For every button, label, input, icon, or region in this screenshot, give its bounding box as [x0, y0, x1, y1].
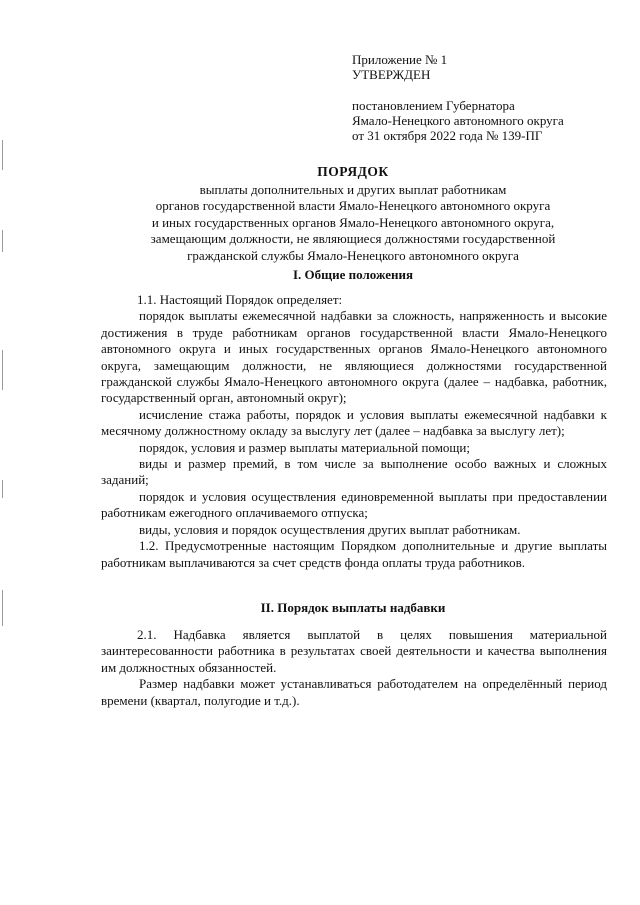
title-line: органов государственной власти Ямало-Ненецкого автономного округа	[155, 198, 551, 213]
paragraph: 1.2. Предусмотренные настоящим Порядком дополнительные и другие выплаты работникам выплачиваются за счет средств фонда оплаты труда работников.	[101, 538, 607, 570]
approved-by-line: постановлением Губернатора	[352, 98, 515, 113]
paragraph: порядок, условия и размер выплаты материальной помощи;	[139, 439, 470, 455]
approved-label: УТВЕРЖДЕН	[352, 67, 431, 82]
paragraph: исчисление стажа работы, порядок и условия выплаты ежемесячной надбавки к месячному должностному окладу за выслугу лет (далее – надбавка за выслугу лет);	[101, 406, 607, 439]
paragraph: виды и размер премий, в том числе за выполнение особо важных и сложных заданий;	[101, 456, 607, 488]
paragraph: порядок выплаты ежемесячной надбавки за сложность, напряженность и высокие достижения в труде работникам органов государственной власти Ямало-Ненецкого автономного округа и иных государственных органов Ямало-Ненецкого автономного округа, замещающим должности, не являющиеся должностями государственной гражданской службы Ямало-Ненецкого автономного округа (далее – надбавка, работник, государственный орган, автономный округ);	[101, 308, 607, 406]
paragraph: виды, условия и порядок осуществления других выплат работникам.	[139, 521, 521, 537]
scan-edge-marks	[2, 120, 8, 660]
appendix-number: Приложение № 1	[352, 52, 448, 67]
document-title	[98, 164, 608, 264]
paragraph: порядок и условия осуществления единовременной выплаты при предоставлении работникам ежегодного оплачиваемого отпуска;	[101, 488, 607, 521]
paragraph: 2.1. Надбавка является выплатой в целях повышения материальной заинтересованности работника в результатах своей деятельности и качества выполнения им должностных обязанностей.	[101, 627, 607, 675]
section-2-body	[101, 627, 607, 709]
title-main: ПОРЯДОК	[317, 164, 389, 179]
approval-block	[352, 52, 564, 143]
approved-region-line: Ямало-Ненецкого автономного округа	[352, 113, 564, 128]
paragraph: Размер надбавки может устанавливаться работодателем на определённый период времени (квартал, полугодие и т.д.).	[101, 676, 607, 708]
title-line: замещающим должности, не являющиеся должностями государственной	[150, 231, 556, 246]
paragraph: 1.1. Настоящий Порядок определяет:	[137, 292, 343, 307]
approved-date-line: от 31 октября 2022 года № 139-ПГ	[352, 128, 543, 143]
title-line: выплаты дополнительных и других выплат работникам	[199, 181, 507, 197]
section-1-body	[101, 292, 607, 571]
title-line: гражданской службы Ямало-Ненецкого автономного округа	[187, 247, 519, 263]
section-2-heading: II. Порядок выплаты надбавки	[260, 600, 446, 615]
section-1-heading: I. Общие положения	[293, 267, 413, 282]
title-line: и иных государственных органов Ямало-Ненецкого автономного округа,	[151, 214, 555, 230]
